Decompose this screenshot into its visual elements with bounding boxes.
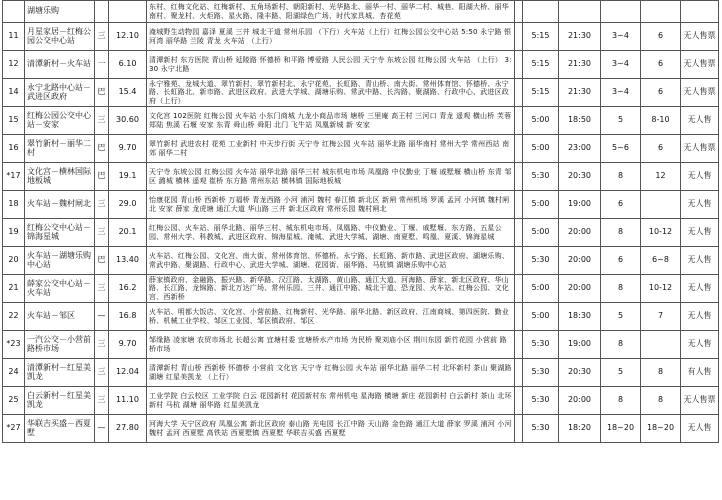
route-name: 火车站－湖塘乐购中心站 xyxy=(25,247,95,275)
table-row xyxy=(3,23,719,51)
route-fare xyxy=(515,415,523,443)
offpeak-interval: 8 xyxy=(641,359,681,387)
route-name: 月星家居－红梅公园公交中心站 xyxy=(25,23,95,51)
first-bus-time: 5:30 xyxy=(523,331,559,359)
last-bus-time: 18:20 xyxy=(559,415,601,443)
peak-interval: 8 xyxy=(601,331,641,359)
route-type: 三 xyxy=(95,23,109,51)
route-name: 翠竹新村－丽华二村 xyxy=(25,135,95,163)
route-stops: 薛家镇政府、金融路、振兴路、新华路、汉江路、太湖路、黄山路、通江大道、河海路、薛家、新北区政府、华山路、长江路、龙锦路、新北万达广场、常州乐园、三井、通江中路、城北干道、恐龙园、火车站、红梅公园、文化宫、西新桥 xyxy=(147,275,515,303)
route-name: 火车站－魏村闸北 xyxy=(25,191,95,219)
route-stops: 文化宫 102医院 红梅公园 火车站 小东门商城 九龙小商品市场 塘桥 三里庵 高王村 三河口 青龙 遥观 横山桥 芙蓉 郑陆 焦溪 石堰 安家 东青 舜山桥 舜阳 北门 飞牛站 凤凰新城 新 安家 xyxy=(147,107,515,135)
route-type: 三 xyxy=(95,107,109,135)
ticket-type: 无人售票 xyxy=(681,23,719,51)
route-fare xyxy=(515,23,523,51)
offpeak-interval xyxy=(641,331,681,359)
route-fare xyxy=(515,275,523,303)
route-type: — xyxy=(95,415,109,443)
route-stops: 翠竹新村 武进农村 花苑 工业新村 中天步行街 天宁寺 红梅公园 火车站 丽华北路 丽华南村 常州大学 常州西站 南郊 丽华二村 xyxy=(147,135,515,163)
route-stops: 永宁雅苑、龙城大道、翠竹新村、翠竹新村北、永宁花苑、长虹路、青山桥、南大街、常州体育馆、怀德桥、永宁路、长虹路北、新市路、武进区政府、武进大学城、湖塘乐购、常武中路、长沟路、聚湖路、行政中心、武进区政府（上行） xyxy=(147,79,515,107)
first-bus-time: 5:30 xyxy=(523,359,559,387)
offpeak-interval: 6 xyxy=(641,135,681,163)
peak-interval: 6 xyxy=(601,191,641,219)
last-bus-time: 18:50 xyxy=(559,107,601,135)
route-length: 12.10 xyxy=(109,23,147,51)
route-name: 红梅公交中心站－锦海星城 xyxy=(25,219,95,247)
first-bus-time: 5:15 xyxy=(523,51,559,79)
table-row xyxy=(3,387,719,415)
route-fare xyxy=(515,219,523,247)
first-bus-time: 5:30 xyxy=(523,247,559,275)
ticket-type: 无人售 xyxy=(681,191,719,219)
route-number: 22 xyxy=(3,303,25,331)
route-stops: 火车站、明都大饭店、文化宫、小营前路、红梅新村、光华路、丽华北路、新区政府、江南商城、第四医院、勤业桥、机械工业学校、邹区工业园、邹区镇政府、邹区 xyxy=(147,303,515,331)
route-stops: 工业学院 白云校区 工业学院 白云 花园新村 花园新村东 常州机电 星海路 横塘 新庄 花园新村 白云新村 茶山 北环新村 马杭 湖塘 丽华路 红星美凯龙 xyxy=(147,387,515,415)
ticket-type: 无人售 xyxy=(681,163,719,191)
route-name: 薛家公交中心站－火车站 xyxy=(25,275,95,303)
route-stops: 东村、红梅文化站、红梅新村、五角场新村、朝阳新村、光华路北、丽华一村、丽华二村、城巷、阳湖大桥、丽华南村、聚龙村、火炬路、星火路、隆丰路、阳湖绿色广场、时代家具城、杏花苑 xyxy=(147,1,515,23)
offpeak-interval: 10-12 xyxy=(641,275,681,303)
first-bus-time: 5:00 xyxy=(523,135,559,163)
route-number: 18 xyxy=(3,191,25,219)
route-type: 三 xyxy=(95,359,109,387)
peak-interval: 5~6 xyxy=(601,135,641,163)
first-bus-time: 5:30 xyxy=(523,415,559,443)
ticket-type: 无人售 xyxy=(681,275,719,303)
ticket-type: 无人售 xyxy=(681,331,719,359)
offpeak-interval: 6~8 xyxy=(641,247,681,275)
table-row xyxy=(3,51,719,79)
peak-interval: 3~4 xyxy=(601,51,641,79)
offpeak-interval: 12 xyxy=(641,163,681,191)
route-stops: 邹缘路 凌家塘 农贸市场北 长超公寓 宜塘村委 宜塘桥水产市场 为民桥 聚刘庙小区 荆川东园 新竹花园 小营前 路桥市场 xyxy=(147,331,515,359)
last-bus-time: 20:00 xyxy=(559,275,601,303)
route-name: 火车站－邹区 xyxy=(25,303,95,331)
route-fare xyxy=(515,51,523,79)
route-number: *27 xyxy=(3,415,25,443)
route-name: 文化宫－横林国际地板城 xyxy=(25,163,95,191)
route-number: 16 xyxy=(3,135,25,163)
route-fare xyxy=(515,359,523,387)
route-length: 16.8 xyxy=(109,303,147,331)
route-length: 9.70 xyxy=(109,135,147,163)
route-stops: 怡康花园 青山桥 西新桥 万福桥 青龙西路 小河 浦河 魏村 春江镇 新北区 新闸 常州机场 罗溪 孟河 小河镇 魏村闸北 安家 薛家 龙虎塘 通江大道 华山路 三井 新北区政府 常州乐园 魏村闸北 xyxy=(147,191,515,219)
route-length: 12.04 xyxy=(109,359,147,387)
offpeak-interval: 6 xyxy=(641,23,681,51)
ticket-type: 有人售 xyxy=(681,359,719,387)
offpeak-interval: 6 xyxy=(641,79,681,107)
route-length: 13.40 xyxy=(109,247,147,275)
route-type: 巴 xyxy=(95,135,109,163)
route-number: 19 xyxy=(3,219,25,247)
peak-interval: 5 xyxy=(601,107,641,135)
route-length: 20.1 xyxy=(109,219,147,247)
route-type: 三 xyxy=(95,219,109,247)
route-length: 6.10 xyxy=(109,51,147,79)
peak-interval: 8 xyxy=(601,219,641,247)
ticket-type: 无人售 xyxy=(681,219,719,247)
first-bus-time: 5:00 xyxy=(523,219,559,247)
route-fare xyxy=(515,303,523,331)
route-number: 25 xyxy=(3,387,25,415)
table-row xyxy=(3,163,719,191)
route-name: 红梅公园公交中心站－安家 xyxy=(25,107,95,135)
first-bus-time: 5:15 xyxy=(523,23,559,51)
last-bus-time: 20:30 xyxy=(559,359,601,387)
route-type: 巴 xyxy=(95,163,109,191)
last-bus-time: 20:00 xyxy=(559,387,601,415)
table-row xyxy=(3,247,719,275)
route-number: *17 xyxy=(3,163,25,191)
route-number: 12 xyxy=(3,51,25,79)
route-name: 白云新村－红星美凯龙 xyxy=(25,387,95,415)
route-type: — xyxy=(95,303,109,331)
route-fare xyxy=(515,387,523,415)
ticket-type: 无人售票 xyxy=(681,387,719,415)
offpeak-interval: 8 xyxy=(641,387,681,415)
first-bus-time: 5:30 xyxy=(523,387,559,415)
first-bus-time: 5:00 xyxy=(523,275,559,303)
route-fare xyxy=(515,107,523,135)
route-length: 30.60 xyxy=(109,107,147,135)
route-length: 27.80 xyxy=(109,415,147,443)
route-fare xyxy=(515,163,523,191)
route-length: 19.1 xyxy=(109,163,147,191)
route-name: 永宁北路中心站－武进区政府 xyxy=(25,79,95,107)
route-length: 16.2 xyxy=(109,275,147,303)
route-fare xyxy=(515,331,523,359)
table-row xyxy=(3,275,719,303)
route-length: 11.10 xyxy=(109,387,147,415)
route-number: 24 xyxy=(3,359,25,387)
ticket-type: 无人售票 xyxy=(681,79,719,107)
ticket-type: 无人售 xyxy=(681,247,719,275)
last-bus-time: 18:30 xyxy=(559,303,601,331)
table-row xyxy=(3,107,719,135)
table-row xyxy=(3,219,719,247)
last-bus-time: 19:00 xyxy=(559,191,601,219)
route-fare xyxy=(515,135,523,163)
ticket-type: 无人售 xyxy=(681,415,719,443)
offpeak-interval: 8-10 xyxy=(641,107,681,135)
peak-interval: 6 xyxy=(601,247,641,275)
last-bus-time: 20:00 xyxy=(559,219,601,247)
first-bus-time: 5:00 xyxy=(523,303,559,331)
peak-interval: 3~4 xyxy=(601,23,641,51)
route-type: 三 xyxy=(95,387,109,415)
route-number: 11 xyxy=(3,23,25,51)
last-bus-time: 20:30 xyxy=(559,163,601,191)
table-row xyxy=(3,415,719,443)
route-stops: 淹城野生动物园 嘉泽 夏溪 三井 城北干道 常州乐园 （下行）火车站（上行）红梅公园公交中心站 5:50 永宁路 银河湾 丽华路 兰陵 青龙 火车站 （上行） xyxy=(147,23,515,51)
route-type: 三 xyxy=(95,275,109,303)
peak-interval: 8 xyxy=(601,387,641,415)
table-row xyxy=(3,303,719,331)
route-stops: 天宁寺 东坡公园 红梅公园 火车站 丽华北路 丽华三村 城东机电市场 凤凰路 中仪勤业 丁堰 戚墅堰 横山桥 东青 邹区 潞城 横林 遥观 崔桥 东方路 常州东站 横林镇 国际地板城 xyxy=(147,163,515,191)
last-bus-time: 23:00 xyxy=(559,135,601,163)
offpeak-interval: 18~20 xyxy=(641,415,681,443)
route-length: 15.4 xyxy=(109,79,147,107)
route-number: 15 xyxy=(3,107,25,135)
route-name: 清潭新村－红星美凯龙 xyxy=(25,359,95,387)
last-bus-time: 21:30 xyxy=(559,79,601,107)
route-stops: 火车站、红梅公园、文化宫、南大街、常州体育馆、怀德桥、永宁路、长虹路、新市路、武进区政府、湖塘乐购、常武中路、聚湖路、行政中心、武进大学城、湖塘、花园街、丽华路、马杭镇 湖塘乐购中心站 xyxy=(147,247,515,275)
peak-interval: 5 xyxy=(601,303,641,331)
offpeak-interval: 6 xyxy=(641,51,681,79)
route-name: 一汽公交－小营前路桥市场 xyxy=(25,331,95,359)
peak-interval: 5 xyxy=(601,359,641,387)
route-number: 20 xyxy=(3,247,25,275)
route-type: 三 xyxy=(95,331,109,359)
first-bus-time: 5:00 xyxy=(523,107,559,135)
route-name: 湖塘乐购 xyxy=(25,1,95,23)
table-row xyxy=(3,191,719,219)
peak-interval: 8 xyxy=(601,163,641,191)
top-row xyxy=(3,1,719,23)
peak-interval: 8 xyxy=(601,275,641,303)
ticket-type: 无人售 xyxy=(681,107,719,135)
bus-route-table xyxy=(2,0,719,443)
peak-interval: 3~4 xyxy=(601,79,641,107)
first-bus-time: 5:15 xyxy=(523,79,559,107)
table-row xyxy=(3,135,719,163)
route-number: *23 xyxy=(3,331,25,359)
offpeak-interval xyxy=(641,191,681,219)
table-row xyxy=(3,79,719,107)
ticket-type: 无人售票 xyxy=(681,135,719,163)
route-length: 29.0 xyxy=(109,191,147,219)
route-stops: 红梅公园、火车站、丽华北路、丽华三村、城东机电市场、凤凰路、中仪勤业、丁堰、戚墅堰、东方路、五星公园、常州大学、科教城、武进区政府、锦海星城、淹城、武进大学城、湖塘、南夏墅、鸣凰、夏溪、锦海星城 xyxy=(147,219,515,247)
route-length: 9.70 xyxy=(109,331,147,359)
route-name: 清潭新村－火车站 xyxy=(25,51,95,79)
ticket-type: 无人售 xyxy=(681,303,719,331)
offpeak-interval: 7 xyxy=(641,303,681,331)
route-name: 华联吉买盛－西夏墅 xyxy=(25,415,95,443)
route-type: 三 xyxy=(95,191,109,219)
first-bus-time: 5:30 xyxy=(523,163,559,191)
route-fare xyxy=(515,247,523,275)
last-bus-time: 20:00 xyxy=(559,247,601,275)
route-stops: 清潭新村 青山桥 西新桥 怀德桥 小营前 文化宫 天宁寺 红梅公园 火车站 丽华北路 丽华二村 北环新村 茶山 聚湖路 湖塘 红星美凯龙 （上行） xyxy=(147,359,515,387)
route-type: 巴 xyxy=(95,79,109,107)
ticket-type: 无人售票 xyxy=(681,51,719,79)
table-row xyxy=(3,359,719,387)
route-stops: 清潭新村 东方医院 青山桥 延陵路 怀德桥 和平路 博爱路 人民公园 天宁寺 东坡公园 红梅公园 火车站 （上行） 3:30 永宁北路 xyxy=(147,51,515,79)
first-bus-time: 5:00 xyxy=(523,191,559,219)
route-number: 14 xyxy=(3,79,25,107)
route-stops: 河海大学 天宁区政府 凤凰公寓 新北区政府 泰山路 光电园 长江中路 天山路 金色路 通江大道 薛家 罗溪 浦河 小河 魏村 孟河 西夏墅 高铁站 西夏墅镇 西夏墅 华联吉买盛 西夏墅 xyxy=(147,415,515,443)
route-number: 21 xyxy=(3,275,25,303)
table-row xyxy=(3,331,719,359)
peak-interval: 18~20 xyxy=(601,415,641,443)
offpeak-interval: 10-12 xyxy=(641,219,681,247)
route-fare xyxy=(515,79,523,107)
route-fare xyxy=(515,191,523,219)
last-bus-time: 21:30 xyxy=(559,51,601,79)
route-type: 巴 xyxy=(95,247,109,275)
last-bus-time: 19:00 xyxy=(559,331,601,359)
route-type: 一 xyxy=(95,51,109,79)
last-bus-time: 21:30 xyxy=(559,23,601,51)
